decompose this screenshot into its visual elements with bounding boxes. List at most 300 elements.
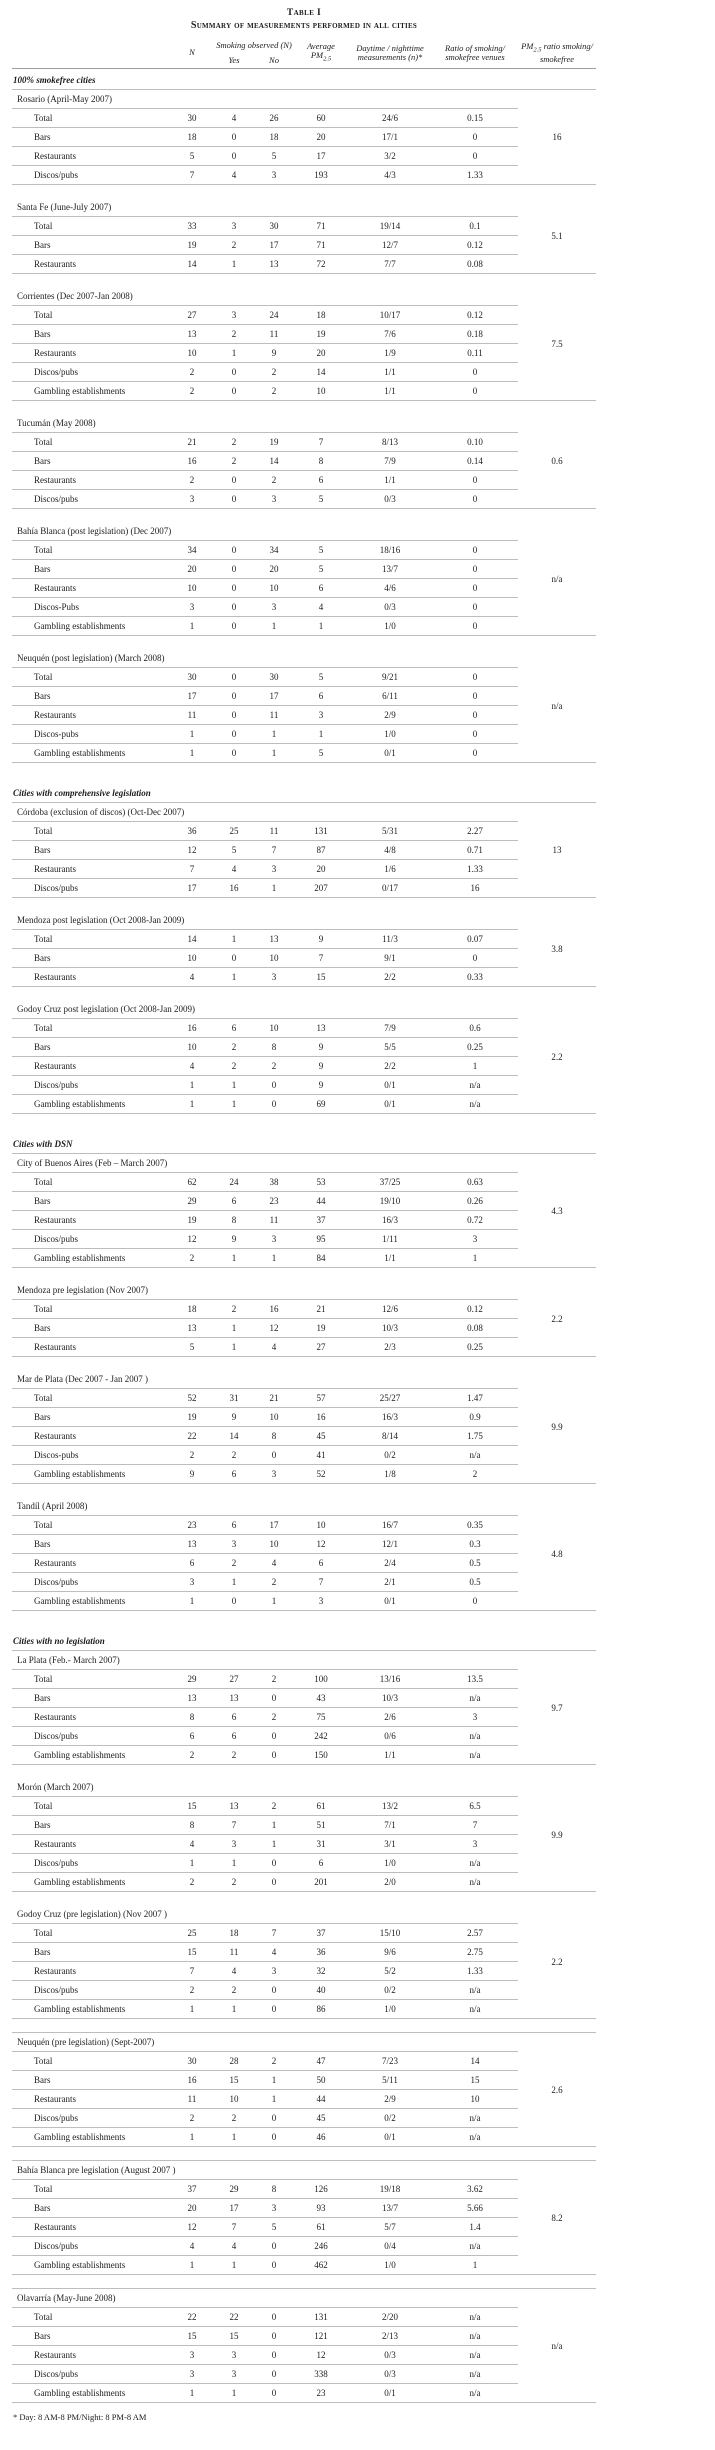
cell-value: 2/1 xyxy=(348,1573,432,1592)
venue-label: Restaurants xyxy=(12,2090,170,2109)
cell-value: 14 xyxy=(170,930,214,949)
venue-label: Discos/pubs xyxy=(12,166,170,185)
table-row xyxy=(12,1076,596,1095)
venue-label: Bars xyxy=(12,1192,170,1211)
cell-value: 5/11 xyxy=(348,2071,432,2090)
cell-value: 6 xyxy=(214,1516,254,1535)
cell-value: 0/3 xyxy=(348,598,432,617)
cell-value: 0.5 xyxy=(432,1554,518,1573)
cell-value: 6 xyxy=(214,1019,254,1038)
cell-value: 10/3 xyxy=(348,1689,432,1708)
venue-label: Discos/pubs xyxy=(12,1076,170,1095)
cell-value: 3 xyxy=(254,166,294,185)
cell-value: 16 xyxy=(432,879,518,898)
venue-label: Bars xyxy=(12,128,170,147)
cell-value: 2 xyxy=(170,363,214,382)
cell-value: 2 xyxy=(254,2052,294,2071)
cell-value: 0 xyxy=(432,382,518,401)
cell-value: 3 xyxy=(254,968,294,987)
table-row xyxy=(12,1038,596,1057)
cell-value: 1 xyxy=(214,1095,254,1114)
city-block-header xyxy=(12,2161,596,2180)
cell-value: 2 xyxy=(214,1038,254,1057)
cell-value: 52 xyxy=(170,1389,214,1408)
table-row xyxy=(12,687,596,706)
cell-value: 15 xyxy=(170,1943,214,1962)
cell-value: 2 xyxy=(170,2109,214,2128)
cell-value: 1 xyxy=(254,1816,294,1835)
cell-value: 5/7 xyxy=(348,2218,432,2237)
cell-value: 23 xyxy=(170,1516,214,1535)
cell-value: 11 xyxy=(254,325,294,344)
cell-value: 29 xyxy=(170,1670,214,1689)
cell-value: 3 xyxy=(170,1573,214,1592)
cell-value: 0.25 xyxy=(432,1338,518,1357)
pm25-subscript: 2.5 xyxy=(533,46,542,54)
city-name: Tandíl (April 2008) xyxy=(12,1497,518,1516)
cell-value: 61 xyxy=(294,1797,348,1816)
cell-value: 0 xyxy=(254,1727,294,1746)
city-name: Neuquén (pre legislation) (Sept-2007) xyxy=(12,2033,518,2052)
cell-value: 1/9 xyxy=(348,344,432,363)
cell-value: 7 xyxy=(254,1924,294,1943)
city-name: Morón (March 2007) xyxy=(12,1778,518,1797)
cell-value: 10 xyxy=(432,2090,518,2109)
cell-value: 2 xyxy=(254,363,294,382)
venue-label: Restaurants xyxy=(12,1057,170,1076)
cell-value: 3 xyxy=(170,2365,214,2384)
block-spacer xyxy=(12,401,596,415)
cell-value: 0 xyxy=(254,1076,294,1095)
cell-value: 17 xyxy=(170,879,214,898)
table-row xyxy=(12,968,596,987)
cell-value: 0 xyxy=(254,1746,294,1765)
cell-value: 0 xyxy=(214,1592,254,1611)
cell-value: 2/9 xyxy=(348,706,432,725)
spacer-cell xyxy=(12,898,596,912)
cell-value: 3 xyxy=(254,1465,294,1484)
cell-value: n/a xyxy=(432,1727,518,1746)
cell-value: 7 xyxy=(294,1573,348,1592)
cell-value: 0 xyxy=(254,2384,294,2403)
city-name: Mendoza pre legislation (Nov 2007) xyxy=(12,1281,518,1300)
table-row xyxy=(12,1689,596,1708)
cell-value: 14 xyxy=(170,255,214,274)
cell-value: 131 xyxy=(294,2308,348,2327)
venue-label: Gambling establishments xyxy=(12,2256,170,2275)
cell-value: 0.12 xyxy=(432,306,518,325)
cell-value: 30 xyxy=(254,668,294,687)
cell-value: 1 xyxy=(254,1835,294,1854)
table-row xyxy=(12,1835,596,1854)
table-row xyxy=(12,1446,596,1465)
table-row xyxy=(12,1981,596,2000)
block-spacer xyxy=(12,274,596,288)
cell-value: 11/3 xyxy=(348,930,432,949)
cell-value: 4 xyxy=(214,109,254,128)
cell-value: 30 xyxy=(170,109,214,128)
city-name: Bahía Blanca pre legislation (August 2007 ) xyxy=(12,2161,518,2180)
cell-value: 1/1 xyxy=(348,1249,432,1268)
cell-value: 3 xyxy=(254,2199,294,2218)
col-header-pm25-ratio xyxy=(518,39,596,69)
spacer-cell xyxy=(12,1892,596,1906)
cell-value: 0 xyxy=(254,2109,294,2128)
city-block-header xyxy=(12,414,596,433)
cell-value: 15/10 xyxy=(348,1924,432,1943)
cell-value: 12 xyxy=(294,1535,348,1554)
venue-label: Discos/pubs xyxy=(12,490,170,509)
city-block-header xyxy=(12,1281,596,1300)
cell-value: 1 xyxy=(214,344,254,363)
cell-value: 0/4 xyxy=(348,2237,432,2256)
city-block-header xyxy=(12,1778,596,1797)
cell-value: 18 xyxy=(170,1300,214,1319)
table-row xyxy=(12,452,596,471)
table-row xyxy=(12,579,596,598)
cell-value: 6 xyxy=(214,1727,254,1746)
cell-value: 4 xyxy=(170,2237,214,2256)
table-row xyxy=(12,1727,596,1746)
cell-value: 1 xyxy=(254,617,294,636)
table-row xyxy=(12,236,596,255)
venue-label: Restaurants xyxy=(12,344,170,363)
cell-value: 2 xyxy=(214,1746,254,1765)
venue-label: Discos/pubs xyxy=(12,2109,170,2128)
pm25-ratio-value: 2.2 xyxy=(518,1905,596,2019)
cell-value: 5 xyxy=(294,541,348,560)
block-spacer xyxy=(12,987,596,1001)
pm-ratio-label-post: ratio smoking/ smokefree xyxy=(539,40,593,64)
cell-value: 6 xyxy=(170,1727,214,1746)
table-body xyxy=(12,69,596,2403)
venue-label: Total xyxy=(12,109,170,128)
table-row xyxy=(12,109,596,128)
cell-value: 1/11 xyxy=(348,1230,432,1249)
venue-label: Total xyxy=(12,668,170,687)
cell-value: 3 xyxy=(432,1708,518,1727)
cell-value: 4 xyxy=(254,1554,294,1573)
table-row xyxy=(12,433,596,452)
cell-value: 2 xyxy=(214,1554,254,1573)
cell-value: 62 xyxy=(170,1173,214,1192)
city-name: Tucumán (May 2008) xyxy=(12,414,518,433)
table-row xyxy=(12,725,596,744)
cell-value: 2 xyxy=(170,382,214,401)
cell-value: 3 xyxy=(432,1230,518,1249)
cell-value: 2/2 xyxy=(348,1057,432,1076)
cell-value: 0 xyxy=(214,490,254,509)
city-name: La Plata (Feb.- March 2007) xyxy=(12,1651,518,1670)
cell-value: 27 xyxy=(214,1670,254,1689)
venue-label: Gambling establishments xyxy=(12,382,170,401)
cell-value: 0 xyxy=(432,706,518,725)
cell-value: 15 xyxy=(214,2071,254,2090)
block-spacer xyxy=(12,1484,596,1498)
table-row xyxy=(12,1427,596,1446)
cell-value: 2 xyxy=(214,452,254,471)
cell-value: 1 xyxy=(432,1057,518,1076)
cell-value: 1.75 xyxy=(432,1427,518,1446)
city-block-header xyxy=(12,1000,596,1019)
cell-value: 1/8 xyxy=(348,1465,432,1484)
table-row xyxy=(12,1319,596,1338)
cell-value: 0.6 xyxy=(432,1019,518,1038)
venue-label: Total xyxy=(12,1797,170,1816)
city-name: Mar de Plata (Dec 2007 - Jan 2007 ) xyxy=(12,1370,518,1389)
cell-value: 7 xyxy=(214,2218,254,2237)
cell-value: 1 xyxy=(254,744,294,763)
table-row xyxy=(12,949,596,968)
cell-value: 7/9 xyxy=(348,1019,432,1038)
cell-value: 1/1 xyxy=(348,471,432,490)
pm25-ratio-value: 8.2 xyxy=(518,2161,596,2275)
cell-value: 51 xyxy=(294,1816,348,1835)
cell-value: 150 xyxy=(294,1746,348,1765)
city-name: City of Buenos Aires (Feb – March 2007) xyxy=(12,1154,518,1173)
pm25-ratio-value: n/a xyxy=(518,522,596,636)
cell-value: 19/14 xyxy=(348,217,432,236)
cell-value: 7/1 xyxy=(348,1816,432,1835)
table-row xyxy=(12,2384,596,2403)
block-spacer xyxy=(12,509,596,523)
spacer-cell xyxy=(12,987,596,1001)
venue-label: Bars xyxy=(12,2327,170,2346)
cell-value: 2 xyxy=(170,1249,214,1268)
venue-label: Restaurants xyxy=(12,1338,170,1357)
cell-value: 8 xyxy=(170,1816,214,1835)
block-spacer xyxy=(12,2275,596,2289)
spacer-cell xyxy=(12,2275,596,2289)
venue-label: Restaurants xyxy=(12,706,170,725)
table-row xyxy=(12,1095,596,1114)
cell-value: 207 xyxy=(294,879,348,898)
cell-value: 6 xyxy=(214,1192,254,1211)
cell-value: 22 xyxy=(170,2308,214,2327)
spacer-cell xyxy=(12,1114,596,1128)
pm25-ratio-value: 16 xyxy=(518,90,596,185)
cell-value: 60 xyxy=(294,109,348,128)
cell-value: 75 xyxy=(294,1708,348,1727)
spacer-cell xyxy=(12,636,596,650)
cell-value: 7/7 xyxy=(348,255,432,274)
table-row xyxy=(12,744,596,763)
cell-value: 12/6 xyxy=(348,1300,432,1319)
cell-value: 28 xyxy=(214,2052,254,2071)
pm25-ratio-value: 0.6 xyxy=(518,414,596,509)
cell-value: 72 xyxy=(294,255,348,274)
cell-value: 2 xyxy=(170,1446,214,1465)
cell-value: 7/9 xyxy=(348,452,432,471)
table-row xyxy=(12,1670,596,1689)
cell-value: 1 xyxy=(170,1854,214,1873)
cell-value: 27 xyxy=(294,1338,348,1357)
cell-value: 2 xyxy=(254,1573,294,1592)
cell-value: 3 xyxy=(170,490,214,509)
cell-value: 0/17 xyxy=(348,879,432,898)
cell-value: 1 xyxy=(294,725,348,744)
cell-value: 3 xyxy=(214,2346,254,2365)
cell-value: 3 xyxy=(170,2346,214,2365)
table-row xyxy=(12,1211,596,1230)
venue-label: Total xyxy=(12,822,170,841)
cell-value: 10 xyxy=(170,949,214,968)
table-row xyxy=(12,1338,596,1357)
cell-value: 3/1 xyxy=(348,1835,432,1854)
cell-value: 0 xyxy=(432,147,518,166)
table-row xyxy=(12,598,596,617)
cell-value: 4 xyxy=(170,1057,214,1076)
cell-value: 71 xyxy=(294,217,348,236)
cell-value: 0 xyxy=(432,490,518,509)
cell-value: 12/7 xyxy=(348,236,432,255)
cell-value: 6 xyxy=(294,471,348,490)
cell-value: 0 xyxy=(254,2327,294,2346)
cell-value: 5 xyxy=(254,2218,294,2237)
cell-value: 0 xyxy=(432,687,518,706)
venue-label: Total xyxy=(12,1516,170,1535)
cell-value: 31 xyxy=(294,1835,348,1854)
table-row xyxy=(12,471,596,490)
table-row xyxy=(12,490,596,509)
cell-value: 10 xyxy=(170,579,214,598)
cell-value: 0 xyxy=(254,2237,294,2256)
table-row xyxy=(12,617,596,636)
venue-label: Gambling establishments xyxy=(12,1592,170,1611)
cell-value: 6/11 xyxy=(348,687,432,706)
table-row xyxy=(12,2346,596,2365)
cell-value: 242 xyxy=(294,1727,348,1746)
cell-value: 0/1 xyxy=(348,2384,432,2403)
cell-value: 1 xyxy=(214,2000,254,2019)
section-heading: Cities with no legislation xyxy=(12,1624,596,1651)
cell-value: 69 xyxy=(294,1095,348,1114)
table-row xyxy=(12,1873,596,1892)
cell-value: 2/6 xyxy=(348,1708,432,1727)
col-header-ratio-venues: Ratio of smoking/ smokefree venues xyxy=(432,39,518,69)
table-row xyxy=(12,344,596,363)
venue-label: Discos-pubs xyxy=(12,725,170,744)
cell-value: 16/7 xyxy=(348,1516,432,1535)
cell-value: 16 xyxy=(214,879,254,898)
venue-label: Total xyxy=(12,433,170,452)
cell-value: 26 xyxy=(254,109,294,128)
cell-value: 29 xyxy=(170,1192,214,1211)
cell-value: 0 xyxy=(432,560,518,579)
cell-value: 2 xyxy=(214,236,254,255)
cell-value: 0.1 xyxy=(432,217,518,236)
cell-value: 193 xyxy=(294,166,348,185)
cell-value: 2 xyxy=(254,1670,294,1689)
table-row xyxy=(12,1816,596,1835)
block-spacer xyxy=(12,763,596,777)
cell-value: 0 xyxy=(432,471,518,490)
cell-value: 30 xyxy=(254,217,294,236)
cell-value: 13.5 xyxy=(432,1670,518,1689)
cell-value: 19 xyxy=(294,1319,348,1338)
table-row xyxy=(12,255,596,274)
cell-value: 14 xyxy=(294,363,348,382)
cell-value: 3 xyxy=(214,306,254,325)
cell-value: 0/1 xyxy=(348,744,432,763)
cell-value: 4 xyxy=(170,1835,214,1854)
venue-label: Total xyxy=(12,541,170,560)
table-row xyxy=(12,841,596,860)
cell-value: 0 xyxy=(214,949,254,968)
cell-value: 5 xyxy=(170,147,214,166)
table-title-block xyxy=(12,8,596,31)
cell-value: 0 xyxy=(254,1981,294,2000)
cell-value: 0/2 xyxy=(348,1981,432,2000)
cell-value: 9/6 xyxy=(348,1943,432,1962)
cell-value: 10 xyxy=(214,2090,254,2109)
cell-value: 25 xyxy=(214,822,254,841)
block-spacer xyxy=(12,898,596,912)
cell-value: 16/3 xyxy=(348,1211,432,1230)
table-row xyxy=(12,147,596,166)
cell-value: 19 xyxy=(170,1211,214,1230)
cell-value: 10 xyxy=(254,1535,294,1554)
block-spacer xyxy=(12,2019,596,2033)
venue-label: Restaurants xyxy=(12,2346,170,2365)
table-row xyxy=(12,363,596,382)
cell-value: 19 xyxy=(254,433,294,452)
venue-label: Discos-pubs xyxy=(12,1446,170,1465)
cell-value: 0 xyxy=(214,744,254,763)
cell-value: 15 xyxy=(214,2327,254,2346)
cell-value: 1 xyxy=(214,2128,254,2147)
cell-value: 0 xyxy=(254,1689,294,1708)
cell-value: 0.9 xyxy=(432,1408,518,1427)
cell-value: 1/1 xyxy=(348,382,432,401)
cell-value: 5 xyxy=(294,560,348,579)
cell-value: 24/6 xyxy=(348,109,432,128)
venue-label: Bars xyxy=(12,1689,170,1708)
cell-value: 3.62 xyxy=(432,2180,518,2199)
pm25-ratio-value: 3.8 xyxy=(518,911,596,987)
cell-value: 8/14 xyxy=(348,1427,432,1446)
table-row xyxy=(12,1389,596,1408)
cell-value: 11 xyxy=(214,1943,254,1962)
cell-value: 61 xyxy=(294,2218,348,2237)
cell-value: 36 xyxy=(294,1943,348,1962)
cell-value: 32 xyxy=(294,1962,348,1981)
venue-label: Bars xyxy=(12,560,170,579)
cell-value: n/a xyxy=(432,2327,518,2346)
table-row xyxy=(12,1173,596,1192)
cell-value: 18 xyxy=(294,306,348,325)
cell-value: 2.27 xyxy=(432,822,518,841)
table-row xyxy=(12,706,596,725)
cell-value: 10 xyxy=(254,1019,294,1038)
city-name: Córdoba (exclusion of discos) (Oct-Dec 2007) xyxy=(12,803,518,822)
city-name: Corrientes (Dec 2007-Jan 2008) xyxy=(12,287,518,306)
cell-value: 13/2 xyxy=(348,1797,432,1816)
spacer-cell xyxy=(12,1268,596,1282)
cell-value: 11 xyxy=(170,2090,214,2109)
city-block-header xyxy=(12,2289,596,2308)
cell-value: 2.57 xyxy=(432,1924,518,1943)
cell-value: 0/1 xyxy=(348,1592,432,1611)
cell-value: 1.4 xyxy=(432,2218,518,2237)
cell-value: 0 xyxy=(432,668,518,687)
cell-value: 10/3 xyxy=(348,1319,432,1338)
city-name: Godoy Cruz (pre legislation) (Nov 2007 ) xyxy=(12,1905,518,1924)
cell-value: 1/0 xyxy=(348,2256,432,2275)
cell-value: 0 xyxy=(254,1446,294,1465)
cell-value: 21 xyxy=(254,1389,294,1408)
venue-label: Total xyxy=(12,1019,170,1038)
